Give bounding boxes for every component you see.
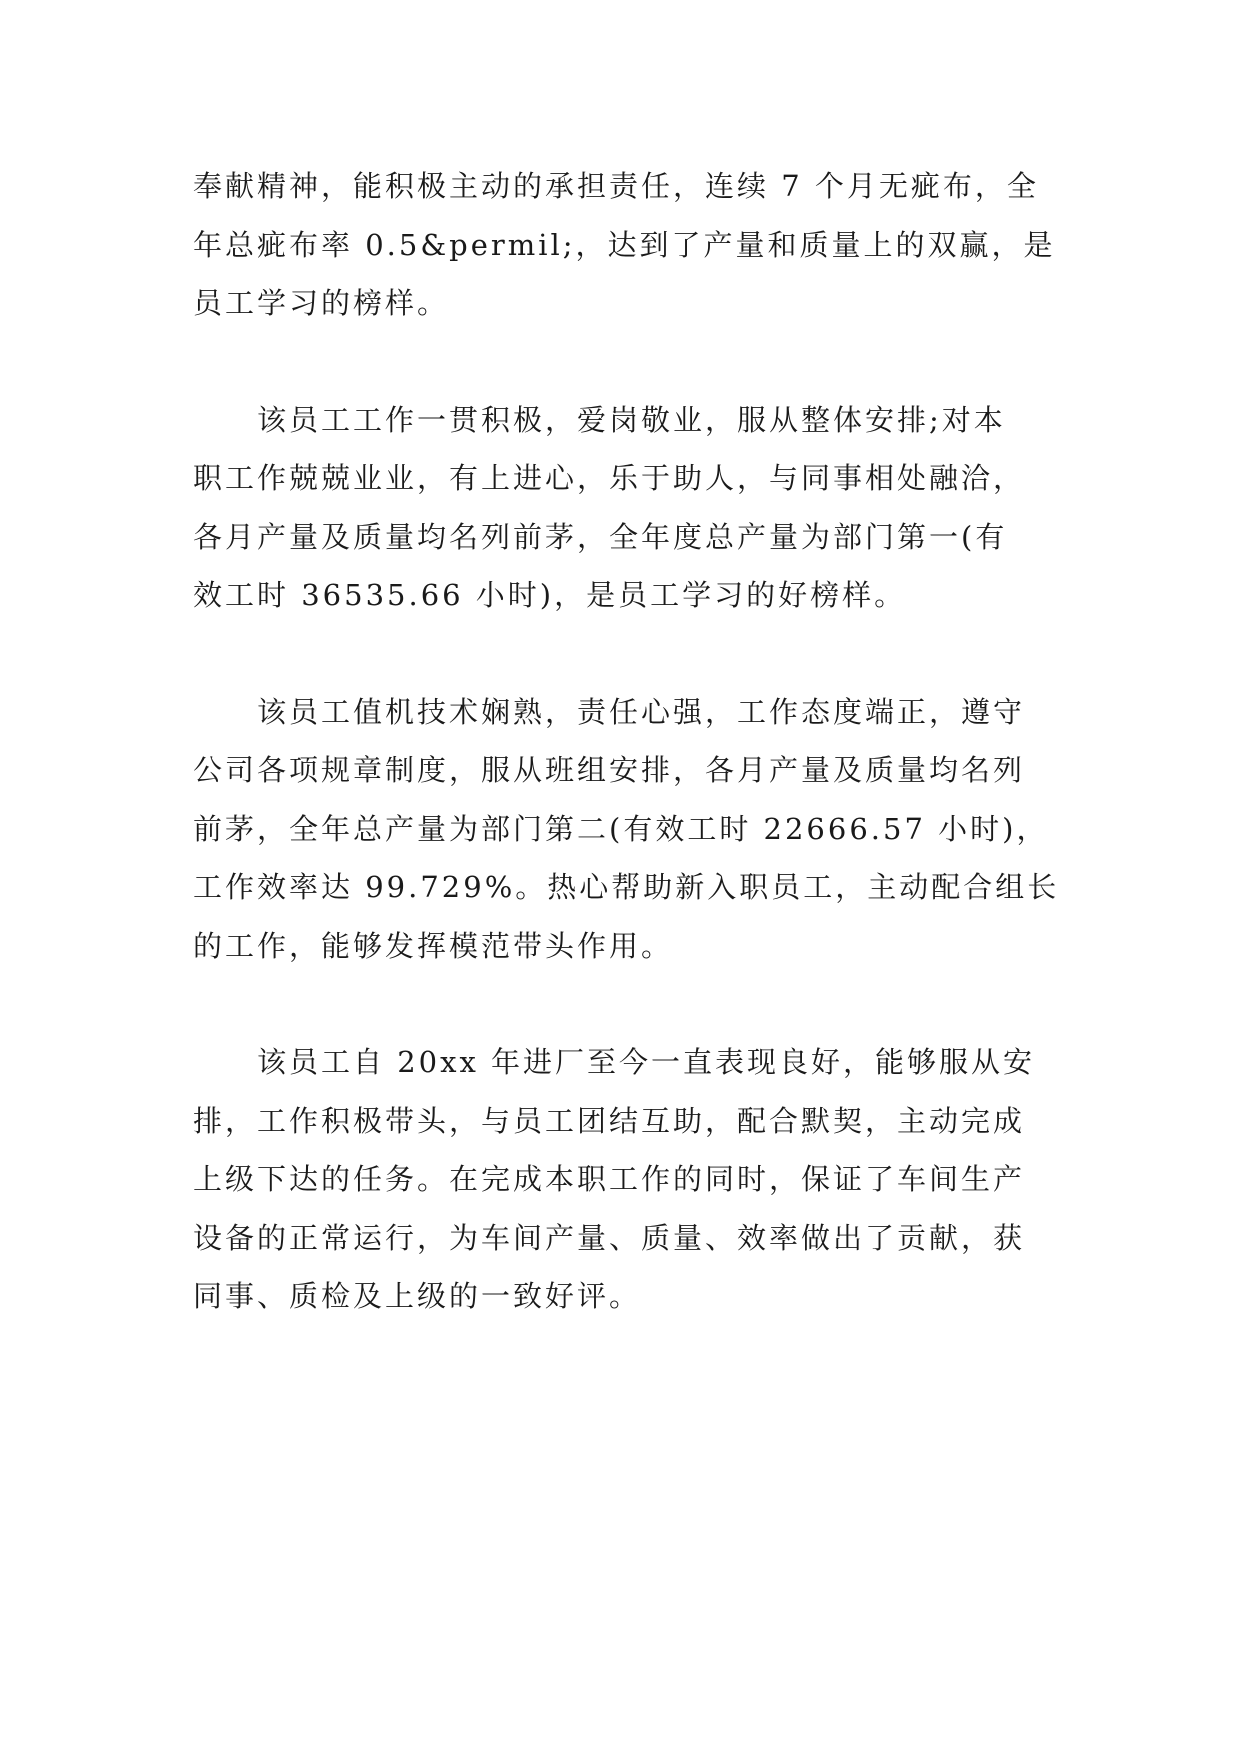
text-line: 奉献精神，能积极主动的承担责任，连续 7 个月无疵布，全 [193, 169, 1039, 203]
text-line: 该员工工作一贯积极，爱岗敬业，服从整体安排;对本 [257, 402, 1006, 437]
text-line: 的工作，能够发挥模范带头作用。 [193, 928, 674, 963]
text-line: 各月产量及质量均名列前茅，全年度总产量为部门第一(有 [193, 519, 1008, 554]
document-body [193, 157, 1061, 1326]
text-line: 该员工值机技术娴熟，责任心强，工作态度端正，遵守 [257, 694, 1026, 729]
paragraph-2 [193, 391, 1061, 625]
text-line: 前茅，全年总产量为部门第二(有效工时 22666.57 小时)， [193, 811, 1049, 846]
paragraph-1 [193, 157, 1061, 333]
paragraph-3 [193, 683, 1061, 976]
text-line: 员工学习的榜样。 [193, 286, 450, 320]
paragraph-4 [193, 1033, 1061, 1326]
text-line: 该员工自 20xx 年进厂至今一直表现良好，能够服从安 [257, 1045, 1036, 1079]
text-line: 年总疵布率 0.5&permil;，达到了产量和质量上的双赢，是 [193, 227, 1056, 262]
text-line: 职工作兢兢业业，有上进心，乐于助人，与同事相处融洽， [193, 461, 1026, 495]
text-line: 同事、质检及上级的一致好评。 [193, 1279, 642, 1313]
text-line: 上级下达的任务。在完成本职工作的同时，保证了车间生产 [193, 1162, 1026, 1196]
text-line: 工作效率达 99.729%。热心帮助新入职员工，主动配合组长 [193, 870, 1060, 904]
text-line: 设备的正常运行，为车间产量、质量、效率做出了贡献，获 [193, 1220, 1026, 1255]
text-line: 排，工作积极带头，与员工团结互助，配合默契，主动完成 [193, 1103, 1026, 1138]
text-line: 效工时 36535.66 小时)，是员工学习的好榜样。 [193, 578, 907, 612]
text-line: 公司各项规章制度，服从班组安排，各月产量及质量均名列 [193, 753, 1026, 787]
